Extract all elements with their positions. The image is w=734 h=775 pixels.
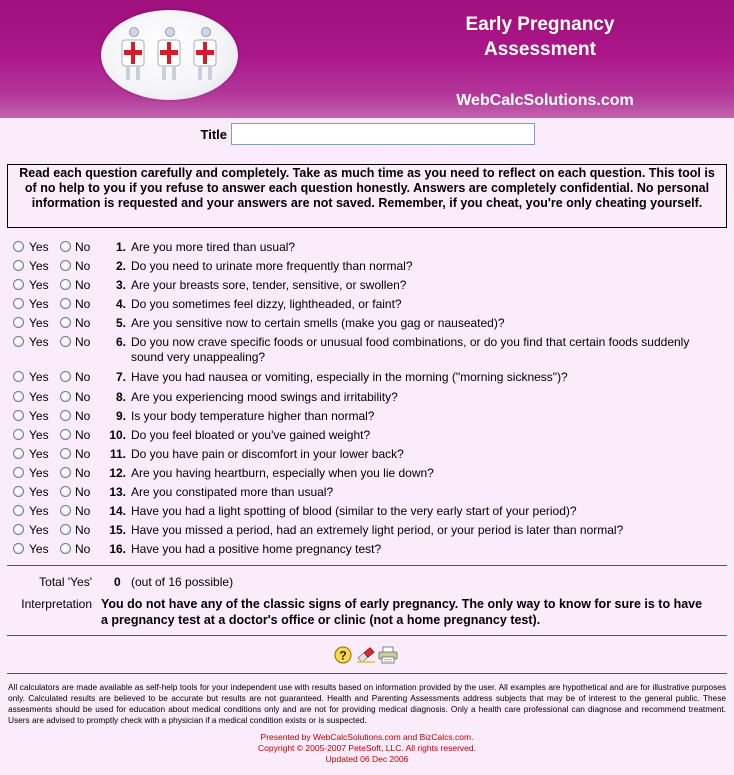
no-radio[interactable]: [60, 317, 71, 328]
question-row: [0, 258, 734, 277]
divider: [7, 635, 727, 636]
clear-button[interactable]: [356, 646, 374, 664]
no-radio[interactable]: [60, 241, 71, 252]
yes-radio[interactable]: [13, 260, 24, 271]
question-row: [0, 277, 734, 296]
question-row: [0, 427, 734, 446]
question-text: Do you sometimes feel dizzy, lightheaded, or faint?: [131, 297, 402, 312]
yes-radio[interactable]: [13, 336, 24, 347]
yes-label[interactable]: Yes: [29, 389, 49, 404]
yes-radio[interactable]: [13, 467, 24, 478]
no-label[interactable]: No: [75, 427, 91, 442]
yes-label[interactable]: Yes: [29, 259, 49, 274]
question-number: 13.: [109, 485, 126, 500]
question-number: 8.: [115, 389, 126, 404]
yes-radio[interactable]: [13, 371, 24, 382]
no-label[interactable]: No: [75, 504, 91, 519]
print-button[interactable]: [378, 646, 396, 664]
question-text: Do you have pain or discomfort in your lower back?: [131, 446, 404, 461]
no-radio[interactable]: [60, 279, 71, 290]
no-label[interactable]: No: [75, 523, 91, 538]
question-row: [0, 503, 734, 522]
no-radio[interactable]: [60, 467, 71, 478]
no-label[interactable]: No: [75, 446, 91, 461]
question-text: Are you more tired than usual?: [131, 240, 296, 254]
yes-label[interactable]: Yes: [29, 542, 49, 557]
yes-label[interactable]: Yes: [29, 316, 49, 331]
yes-radio[interactable]: [13, 486, 24, 497]
yes-label[interactable]: Yes: [29, 297, 49, 312]
question-number: 4.: [115, 297, 126, 312]
total-yes-note: (out of 16 possible): [131, 575, 234, 589]
yes-radio[interactable]: [13, 448, 24, 459]
footer: [0, 732, 734, 765]
yes-radio[interactable]: [13, 429, 24, 440]
question-text: Have you missed a period, had an extremely light period, or your period is later than normal?: [131, 523, 624, 538]
no-radio[interactable]: [60, 298, 71, 309]
question-number: 14.: [109, 504, 126, 519]
yes-label[interactable]: Yes: [29, 427, 49, 442]
yes-label[interactable]: Yes: [29, 370, 49, 385]
no-label[interactable]: No: [75, 485, 91, 500]
question-text: Is your body temperature higher than normal?: [131, 408, 375, 423]
yes-label[interactable]: Yes: [29, 408, 49, 423]
question-text: Do you need to urinate more frequently than normal?: [131, 259, 413, 274]
yes-radio[interactable]: [13, 317, 24, 328]
question-text: Are your breasts sore, tender, sensitive, or swollen?: [131, 278, 407, 293]
yes-radio[interactable]: [13, 505, 24, 516]
no-label[interactable]: No: [75, 542, 91, 557]
question-text: Are you constipated more than usual?: [131, 485, 334, 500]
no-label[interactable]: No: [75, 335, 91, 350]
question-number: 12.: [109, 465, 126, 480]
question-row: [0, 334, 734, 369]
yes-radio[interactable]: [13, 410, 24, 421]
no-radio[interactable]: [60, 543, 71, 554]
question-text: Are you sensitive now to certain smells (make you gag or nauseated)?: [131, 316, 505, 331]
question-text: Have you had a positive home pregnancy test?: [131, 542, 382, 557]
interpretation-label: Interpretation: [21, 597, 92, 611]
page-title: [440, 12, 640, 62]
yes-label[interactable]: Yes: [29, 523, 49, 538]
yes-radio[interactable]: [13, 298, 24, 309]
yes-label[interactable]: Yes: [29, 485, 49, 500]
tool-buttons: [334, 646, 404, 666]
yes-label[interactable]: Yes: [29, 278, 49, 293]
no-radio[interactable]: [60, 505, 71, 516]
printer-icon: [378, 646, 398, 664]
question-row: [0, 369, 734, 388]
footer-presented-by: Presented by WebCalcSolutions.com and BizCalcs.com.: [260, 732, 474, 742]
question-row: [0, 389, 734, 408]
svg-text:?: ?: [339, 648, 347, 663]
question-text: Are you experiencing mood swings and irritability?: [131, 389, 398, 404]
footer-updated: Updated 06 Dec 2006: [325, 754, 409, 764]
question-text: Are you having heartburn, especially when you lie down?: [131, 465, 434, 480]
question-list: [0, 239, 734, 560]
header-banner: [0, 0, 734, 118]
site-name: WebCalcSolutions.com: [456, 92, 634, 109]
no-label[interactable]: No: [75, 240, 91, 254]
question-number: 7.: [115, 370, 126, 385]
yes-label[interactable]: Yes: [29, 335, 49, 350]
instructions-box: Read each question carefully and completely. Take as much time as you need to reflect on each question. This tool is of no help to you if you refuse to answer each question honestly. Answers are completely confidential. No personal information is requested and your answers are not saved. Remember, if you cheat, you're only cheating yourself.: [7, 164, 727, 228]
help-button[interactable]: [334, 646, 352, 664]
question-row: [0, 541, 734, 560]
title-input[interactable]: [231, 123, 535, 145]
footer-copyright: Copyright © 2005-2007 PeteSoft, LLC. All rights reserved.: [258, 743, 476, 753]
divider: [7, 673, 727, 674]
no-radio[interactable]: [60, 260, 71, 271]
no-label[interactable]: No: [75, 259, 91, 274]
no-radio[interactable]: [60, 336, 71, 347]
question-number: 11.: [109, 446, 126, 461]
question-row: [0, 296, 734, 315]
question-number: 10.: [109, 427, 126, 442]
question-row: [0, 465, 734, 484]
figures-with-shields-icon: [116, 26, 224, 84]
no-radio[interactable]: [60, 524, 71, 535]
total-yes-label: Total 'Yes': [39, 575, 92, 589]
question-mark-icon: [334, 646, 352, 664]
title-label: Title: [200, 127, 227, 142]
yes-radio[interactable]: [13, 391, 24, 402]
question-number: 3.: [115, 278, 126, 293]
yes-label[interactable]: Yes: [29, 465, 49, 480]
question-text: Have you had nausea or vomiting, especially in the morning ("morning sickness")?: [131, 370, 568, 385]
question-number: 9.: [115, 408, 126, 423]
question-number: 6.: [115, 335, 126, 350]
question-number: 16.: [109, 542, 126, 557]
question-text: Do you feel bloated or you've gained weight?: [131, 427, 371, 442]
question-row: [0, 408, 734, 427]
disclaimer-text: All calculators are made available as self-help tools for your independent use with results based on information provided by the user. All examples are hypothetical and are for illustrative purposes only. Calculated results are believed to be accurate but results are not guaranteed. Health and Parenting Assessments address subjects that may be of interest to the general public. These assesments should be used for education about medical conditions only and are not for providing medical diagnosis. Only a health care professional can diagnose and recommend treatment. Users are advised to promptly check with a physician if a medical condition exists or is suspected.: [8, 682, 726, 725]
no-label[interactable]: No: [75, 408, 91, 423]
yes-label[interactable]: Yes: [29, 240, 49, 254]
yes-radio[interactable]: [13, 279, 24, 290]
no-label[interactable]: No: [75, 465, 91, 480]
yes-radio[interactable]: [13, 241, 24, 252]
interpretation-text: You do not have any of the classic signs of early pregnancy. The only way to know for sure is to have a pregnancy test at a doctor's office or clinic (not a home pregnancy test).: [101, 597, 703, 627]
no-radio[interactable]: [60, 391, 71, 402]
question-row: [0, 239, 734, 258]
no-label[interactable]: No: [75, 278, 91, 293]
question-number: 2.: [115, 259, 126, 274]
no-label[interactable]: No: [75, 297, 91, 312]
no-label[interactable]: No: [75, 389, 91, 404]
no-radio[interactable]: [60, 429, 71, 440]
question-row: [0, 522, 734, 541]
no-label[interactable]: No: [75, 370, 91, 385]
no-radio[interactable]: [60, 371, 71, 382]
question-text: Have you had a light spotting of blood (similar to the very early start of your period)?: [131, 504, 577, 519]
question-row: [0, 446, 734, 465]
title-row: [0, 123, 734, 147]
yes-label[interactable]: Yes: [29, 446, 49, 461]
page-title-line2: Assessment: [484, 39, 596, 60]
question-number: 1.: [115, 240, 126, 254]
question-row: [0, 315, 734, 334]
no-radio[interactable]: [60, 486, 71, 497]
yes-radio[interactable]: [13, 543, 24, 554]
logo: [101, 10, 238, 100]
no-label[interactable]: No: [75, 316, 91, 331]
total-yes-value: 0: [114, 575, 121, 589]
question-number: 15.: [109, 523, 126, 538]
question-row: [0, 484, 734, 503]
no-radio[interactable]: [60, 448, 71, 459]
question-text: Do you now crave specific foods or unusual food combinations, or do you find that certain foods suddenly sound very unappealing?: [131, 335, 690, 365]
eraser-icon: [356, 646, 376, 664]
no-radio[interactable]: [60, 410, 71, 421]
yes-label[interactable]: Yes: [29, 504, 49, 519]
yes-radio[interactable]: [13, 524, 24, 535]
page-title-line1: Early Pregnancy: [465, 14, 615, 35]
question-number: 5.: [115, 316, 126, 331]
divider: [7, 565, 727, 566]
